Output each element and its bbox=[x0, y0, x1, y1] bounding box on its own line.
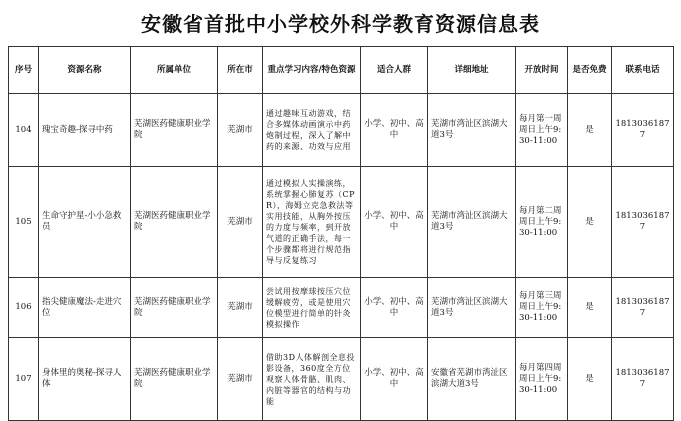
cell-hours: 每月第四周周日上午9:30-11:00 bbox=[516, 338, 568, 421]
cell-phone: 18130361877 bbox=[612, 94, 674, 167]
header-audience: 适合人群 bbox=[361, 47, 428, 94]
cell-unit: 芜湖医药健康职业学院 bbox=[131, 94, 218, 167]
cell-free: 是 bbox=[568, 167, 612, 278]
cell-seq: 104 bbox=[9, 94, 39, 167]
cell-address: 芜湖市湾沚区滨湖大道3号 bbox=[428, 94, 516, 167]
header-phone: 联系电话 bbox=[612, 47, 674, 94]
header-hours: 开放时间 bbox=[516, 47, 568, 94]
cell-phone: 18130361877 bbox=[612, 278, 674, 338]
cell-seq: 107 bbox=[9, 338, 39, 421]
table-row bbox=[9, 338, 674, 421]
header-row bbox=[9, 47, 674, 94]
table-row bbox=[9, 278, 674, 338]
cell-city: 芜湖市 bbox=[218, 167, 263, 278]
cell-content: 通过模拟人实操演练，系统掌握心肺复苏（CPR），海姆立克急救法等实用技能，从胸外按压的力度与频率，到开放气道的正确手法，每一个步骤都将进行规范指导与反复练习 bbox=[263, 167, 361, 278]
cell-free: 是 bbox=[568, 94, 612, 167]
cell-phone: 18130361877 bbox=[612, 338, 674, 421]
cell-address: 芜湖市湾沚区滨湖大道3号 bbox=[428, 167, 516, 278]
table-row bbox=[9, 167, 674, 278]
header-unit: 所属单位 bbox=[131, 47, 218, 94]
cell-content: 通过趣味互动游戏，结合多媒体动画演示中药炮制过程，深入了解中药的来源、功效与应用 bbox=[263, 94, 361, 167]
cell-phone: 18130361877 bbox=[612, 167, 674, 278]
cell-audience: 小学、初中、高中 bbox=[361, 167, 428, 278]
cell-free: 是 bbox=[568, 338, 612, 421]
cell-name: 生命守护星-小小急救员 bbox=[39, 167, 131, 278]
cell-hours: 每月第一周周日上午9:30-11:00 bbox=[516, 94, 568, 167]
cell-address: 芜湖市湾沚区滨湖大道3号 bbox=[428, 278, 516, 338]
resource-table bbox=[8, 46, 674, 421]
cell-name: 瑰宝奇趣-探寻中药 bbox=[39, 94, 131, 167]
cell-hours: 每月第二周周日上午9:30-11:00 bbox=[516, 167, 568, 278]
cell-free: 是 bbox=[568, 278, 612, 338]
cell-audience: 小学、初中、高中 bbox=[361, 278, 428, 338]
header-city: 所在市 bbox=[218, 47, 263, 94]
header-seq: 序号 bbox=[9, 47, 39, 94]
cell-content: 尝试用按摩球按压穴位缓解疲劳，或是使用穴位模型进行简单的针灸模拟操作 bbox=[263, 278, 361, 338]
cell-unit: 芜湖医药健康职业学院 bbox=[131, 338, 218, 421]
cell-unit: 芜湖医药健康职业学院 bbox=[131, 167, 218, 278]
page-title: 安徽省首批中小学校外科学教育资源信息表 bbox=[141, 12, 540, 36]
header-name: 资源名称 bbox=[39, 47, 131, 94]
cell-address: 安徽省芜湖市湾沚区滨湖大道3号 bbox=[428, 338, 516, 421]
cell-unit: 芜湖医药健康职业学院 bbox=[131, 278, 218, 338]
cell-city: 芜湖市 bbox=[218, 338, 263, 421]
header-content: 重点学习内容/特色资源 bbox=[263, 47, 361, 94]
cell-content: 借助3D人体解剖全息投影设备，360度全方位观察人体骨骼、肌肉、内脏等器官的结构与功能 bbox=[263, 338, 361, 421]
cell-seq: 106 bbox=[9, 278, 39, 338]
cell-name: 指尖健康魔法-走进穴位 bbox=[39, 278, 131, 338]
cell-audience: 小学、初中、高中 bbox=[361, 94, 428, 167]
cell-name: 身体里的奥秘-探寻人体 bbox=[39, 338, 131, 421]
cell-city: 芜湖市 bbox=[218, 278, 263, 338]
cell-hours: 每月第三周周日上午9:30-11:00 bbox=[516, 278, 568, 338]
table-row bbox=[9, 94, 674, 167]
cell-city: 芜湖市 bbox=[218, 94, 263, 167]
header-address: 详细地址 bbox=[428, 47, 516, 94]
header-free: 是否免费 bbox=[568, 47, 612, 94]
cell-audience: 小学、初中、高中 bbox=[361, 338, 428, 421]
cell-seq: 105 bbox=[9, 167, 39, 278]
